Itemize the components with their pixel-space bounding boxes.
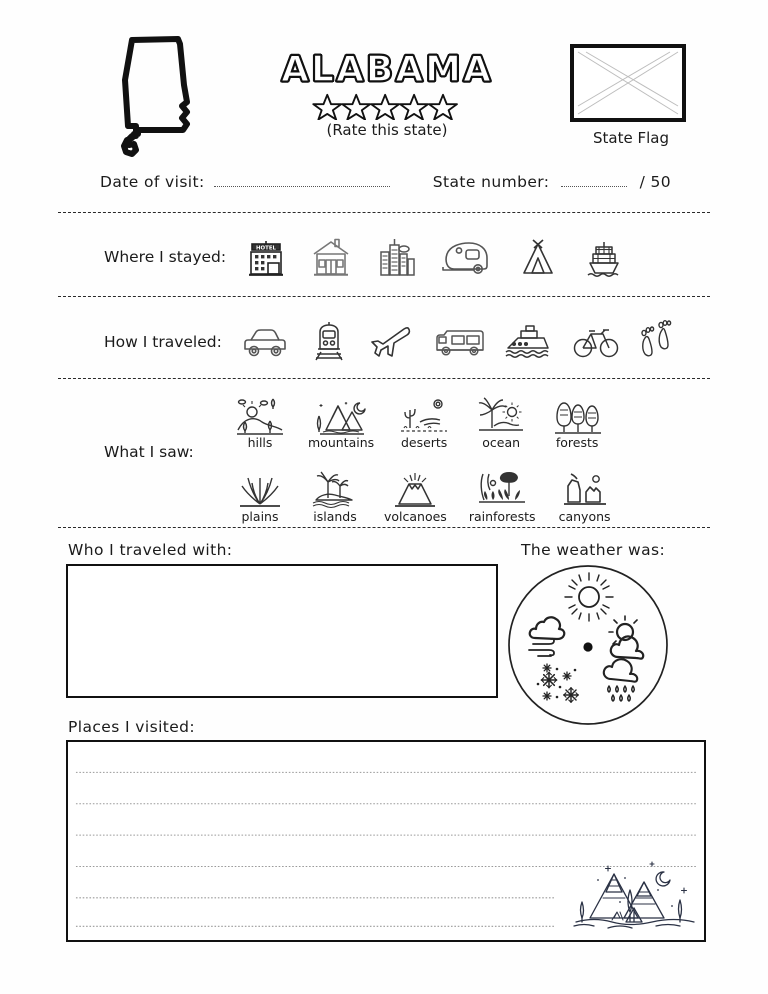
- option-plains[interactable]: [234, 470, 286, 524]
- option-teepee-tent[interactable]: [518, 236, 558, 274]
- option-airplane[interactable]: [368, 322, 414, 358]
- volcanoes-icon: [387, 470, 443, 514]
- sun-icon: [565, 573, 613, 621]
- rainforests-icon: [473, 470, 531, 514]
- section-divider: [58, 296, 710, 297]
- star-rating[interactable]: [262, 92, 512, 120]
- who-i-traveled-with-input[interactable]: [66, 564, 498, 698]
- canyons-icon: [558, 470, 612, 514]
- islands-icon: [308, 470, 362, 514]
- star-outline-icon: [342, 95, 370, 120]
- option-footprints[interactable]: [638, 320, 674, 358]
- camper-trailer-icon: [442, 236, 494, 278]
- option-bicycle[interactable]: [572, 322, 620, 358]
- mountain-camping-scene-icon: [568, 856, 698, 934]
- option-caption: forests: [555, 435, 599, 450]
- alabama-state-outline-icon: [108, 30, 218, 160]
- svg-text:HOTEL: HOTEL: [256, 245, 276, 252]
- deserts-icon: [396, 396, 452, 440]
- plains-icon: [234, 470, 286, 514]
- date-row: [100, 172, 671, 191]
- option-caption: volcanoes: [384, 509, 447, 524]
- boat-ferry-icon: [504, 322, 554, 362]
- section-divider: [58, 527, 710, 528]
- car-icon: [240, 322, 290, 362]
- where-i-stayed-label: Where I stayed:: [104, 248, 227, 266]
- state-number-label: State number:: [432, 173, 550, 191]
- option-city-buildings[interactable]: [376, 236, 418, 274]
- option-deserts[interactable]: [396, 396, 452, 450]
- option-volcanoes[interactable]: [384, 470, 447, 524]
- option-caption: rainforests: [468, 509, 536, 524]
- wind-cloud-icon: [529, 617, 564, 656]
- option-forests[interactable]: [550, 396, 604, 450]
- option-caption: ocean: [482, 435, 521, 450]
- alabama-state-flag-icon: [570, 44, 686, 122]
- option-caption: plains: [241, 509, 279, 524]
- partly-cloudy-icon: [609, 616, 643, 659]
- forests-icon: [550, 396, 604, 440]
- rv-motorhome-icon: [432, 322, 486, 362]
- the-weather-was-label: The weather was:: [521, 541, 666, 559]
- option-rv-motorhome[interactable]: [432, 322, 486, 358]
- option-caption: canyons: [558, 509, 611, 524]
- option-islands[interactable]: [308, 470, 362, 524]
- city-buildings-icon: [376, 236, 418, 278]
- hotel-icon: [246, 236, 286, 278]
- places-i-visited-box[interactable]: [66, 740, 706, 942]
- date-of-visit-input[interactable]: [214, 172, 390, 187]
- rate-caption: (Rate this state): [326, 121, 448, 139]
- what-i-saw-label: What I saw:: [104, 443, 194, 461]
- footprints-icon: [638, 320, 674, 362]
- hills-icon: [234, 396, 286, 440]
- flag-caption: State Flag: [593, 129, 669, 147]
- option-camper-trailer[interactable]: [442, 236, 494, 274]
- option-caption: islands: [313, 509, 357, 524]
- places-i-visited-label: Places I visited:: [68, 718, 196, 736]
- flag-block: [570, 44, 692, 147]
- cruise-ship-icon: [582, 236, 626, 278]
- bicycle-icon: [572, 322, 620, 362]
- where-i-stayed-options[interactable]: [246, 236, 626, 274]
- mountains-icon: [312, 396, 370, 440]
- option-car[interactable]: [240, 322, 290, 358]
- house-icon: [310, 236, 352, 278]
- ocean-icon: [474, 396, 528, 440]
- snowflakes-icon: [537, 664, 579, 702]
- title-block: [262, 49, 512, 139]
- section-divider: [58, 212, 710, 213]
- option-mountains[interactable]: [308, 396, 374, 450]
- airplane-icon: [368, 322, 414, 362]
- option-cruise-ship[interactable]: [582, 236, 626, 274]
- option-caption: mountains: [308, 435, 375, 450]
- option-ocean[interactable]: [474, 396, 528, 450]
- what-i-saw-row-1[interactable]: [234, 396, 604, 450]
- option-rainforests[interactable]: [469, 470, 536, 524]
- how-i-traveled-label: How I traveled:: [104, 333, 222, 351]
- center-dot-icon: [583, 642, 592, 651]
- option-canyons[interactable]: [558, 470, 612, 524]
- train-icon: [308, 320, 350, 362]
- weather-options-circle[interactable]: [505, 562, 671, 731]
- out-of-fifty-label: / 50: [639, 173, 672, 191]
- section-divider: [58, 378, 710, 379]
- star-outline-icon: [371, 95, 399, 120]
- what-i-saw-row-2[interactable]: [234, 470, 612, 524]
- state-number-input[interactable]: [561, 172, 627, 187]
- page-title: ALABAMA: [281, 49, 493, 90]
- option-train[interactable]: [308, 320, 350, 358]
- teepee-tent-icon: [518, 236, 558, 278]
- star-outline-icon: [400, 95, 428, 120]
- option-hills[interactable]: [234, 396, 286, 450]
- star-outline-icon: [313, 95, 341, 120]
- option-caption: hills: [247, 435, 273, 450]
- option-caption: deserts: [400, 435, 448, 450]
- who-i-traveled-with-label: Who I traveled with:: [68, 541, 233, 559]
- rain-cloud-icon: [604, 659, 637, 701]
- star-outline-icon: [429, 95, 457, 120]
- how-i-traveled-options[interactable]: [240, 320, 674, 358]
- option-house[interactable]: [310, 236, 352, 274]
- option-hotel[interactable]: [246, 236, 286, 274]
- date-of-visit-label: Date of visit:: [100, 173, 205, 191]
- option-boat-ferry[interactable]: [504, 322, 554, 358]
